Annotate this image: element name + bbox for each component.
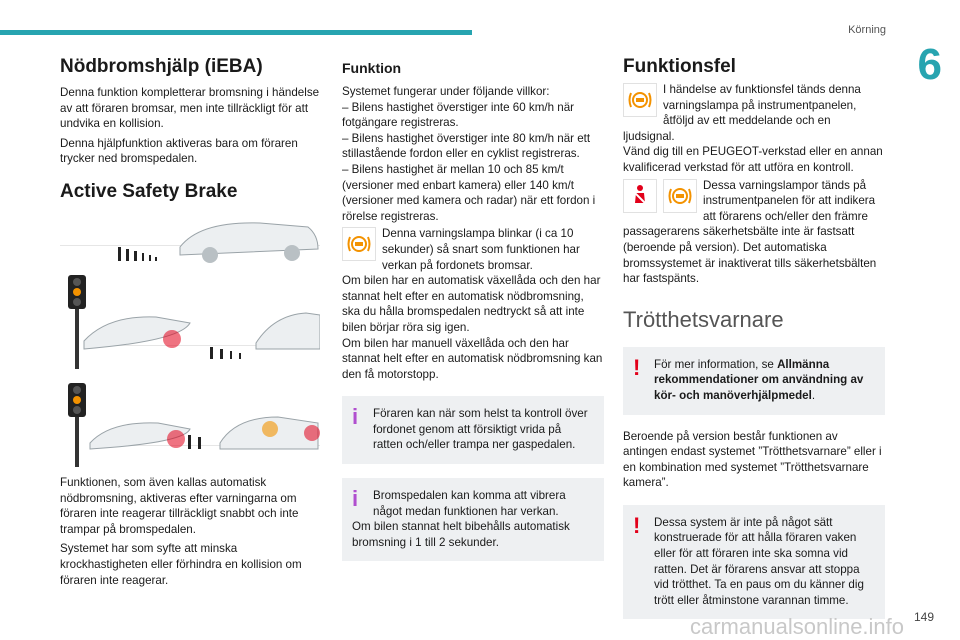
warning-note-general: ! För mer information, se Allmänna rekommendationer om användning av kör- och manöverhjälpmedel. (623, 347, 885, 415)
watermark: carmanualsonline.info (690, 614, 905, 639)
column-right (623, 56, 885, 633)
asb-body-text: Funktionen, som även kallas automatisk nödbromsning, aktiveras efter varningarna om föraren inte reagerar tillräckligt snabbt och inte trampar på bromspedalen. (60, 475, 299, 536)
asb-body-text-2: Systemet har som syfte att minska krockhastigheten eller förhindra en kollision om föraren inte reagerar. (60, 542, 302, 587)
seatbelt-lamp-block (623, 178, 885, 287)
info-icon: i (352, 486, 359, 512)
warning-lamp-block (342, 226, 604, 273)
warning-exclamation-icon: ! (633, 512, 641, 538)
airbag-seatbelt-icon (623, 179, 657, 213)
warning-lamp-text: Denna varningslampa blinkar (i ca 10 sekunder) så snart som funktionen har verkan på fordonets bromsar. (382, 227, 580, 272)
brake-warning-lamp-icon (342, 227, 376, 261)
heading-active-safety-brake: Active Safety Brake (60, 180, 238, 202)
info-note-driver-control: i Föraren kan när som helst ta kontroll över fordonet genom att försiktigt vrida på ratten och/eller trampa ner gaspedalen. (342, 396, 604, 464)
top-accent-bar (0, 30, 472, 35)
condition-3: – Bilens hastighet är mellan 10 och 85 km/t (versioner med enbart kamera) eller 140 km/t (versioner med kamera och radar) när ett fordon i rörelse registreras. (342, 162, 596, 223)
heading-iEBA: Nödbromshjälp (iEBA) (60, 56, 263, 77)
column-middle (342, 56, 604, 575)
condition-2: – Bilens hastighet överstiger inte 80 km/h när ett stillastående fordon eller en cyklist registreras. (342, 131, 591, 161)
malfunction-text: I händelse av funktionsfel tänds denna varningslampa på instrumentpanelen, åtföljd av ett meddelande och en ljudsignal. (623, 83, 861, 143)
malfunction-lamp-block (623, 82, 885, 176)
section-title: Körning (848, 24, 886, 36)
condition-intro: Systemet fungerar under följande villkor: (342, 85, 550, 98)
brake-warning-lamp-icon (623, 83, 657, 117)
column-left (60, 56, 320, 592)
illustration-emergency-brake (60, 379, 320, 469)
condition-1: – Bilens hastighet överstiger inte 60 km/h när fotgängare registreras. (342, 100, 574, 130)
fatigue-text: Beroende på version består funktionen av antingen endast systemet ”Trötthetsvarnare” eller i en kombination med systemet ”Trötthetsvarnare kamera”. (623, 429, 882, 490)
manual-gearbox-text: Om bilen har manuell växellåda och den har stannat helt efter en automatisk nödbromsning kan den få motorstopp. (342, 336, 603, 381)
info-note-brake-pedal: i Bromspedalen kan komma att vibrera något medan funktionen har verkan. Om bilen stannat helt bibehålls automatisk bromsning i 1 till 2 sekunder. (342, 478, 604, 561)
seatbelt-text: Dessa varningslampor tänds på instrumentpanelen för att indikera att förarens och/eller den främre passagerarens säkerhetsbälte inte är fastsatt (beroende på version). Det automatiska bromssystemet är inaktiverat tills säkerhetsbälten har fastspänts. (623, 178, 877, 286)
heading-funktionsfel: Funktionsfel (623, 56, 736, 77)
illustration-traffic-light-warning (60, 275, 320, 373)
malfunction-text-2: Vänd dig till en PEUGEOT-verkstad eller en annan kvalificerad verkstad för att utföra en kontroll. (623, 145, 883, 174)
heading-funktion: Funktion (342, 60, 402, 76)
chapter-number: 6 (917, 40, 942, 89)
warning-exclamation-icon: ! (633, 354, 641, 380)
car-icon (60, 215, 320, 269)
traffic-light-icon (68, 275, 86, 369)
intro-text-2: Denna hjälpfunktion aktiveras bara om föraren trycker ned bromspedalen. (60, 136, 298, 166)
brake-warning-lamp-icon (663, 179, 697, 213)
info-icon: i (352, 404, 359, 430)
intro-text: Denna funktion kompletterar bromsning i händelse av att föraren bromsar, men inte tillräckligt för att undvika en kollision. (60, 86, 320, 131)
illustration-car-approach (60, 215, 320, 269)
page-number: 149 (913, 610, 934, 624)
heading-trotthetsvarnare: Trötthetsvarnare (623, 306, 784, 332)
warning-note-fatigue: ! Dessa system är inte på något sätt konstruerade för att hålla föraren vaken eller för att föraren inte ska somna vid ratten. Det är förarens ansvar att stoppa vid trötthet. Ta en paus om du känner dig trött eller åtminstone varannan timme. (623, 505, 885, 620)
auto-gearbox-text: Om bilen har en automatisk växellåda och den har stannat helt efter en automatisk nödbromsning, ska du hålla bromspedalen nedtryckt så att inte bilen börjar röra sig igen. (342, 274, 601, 334)
